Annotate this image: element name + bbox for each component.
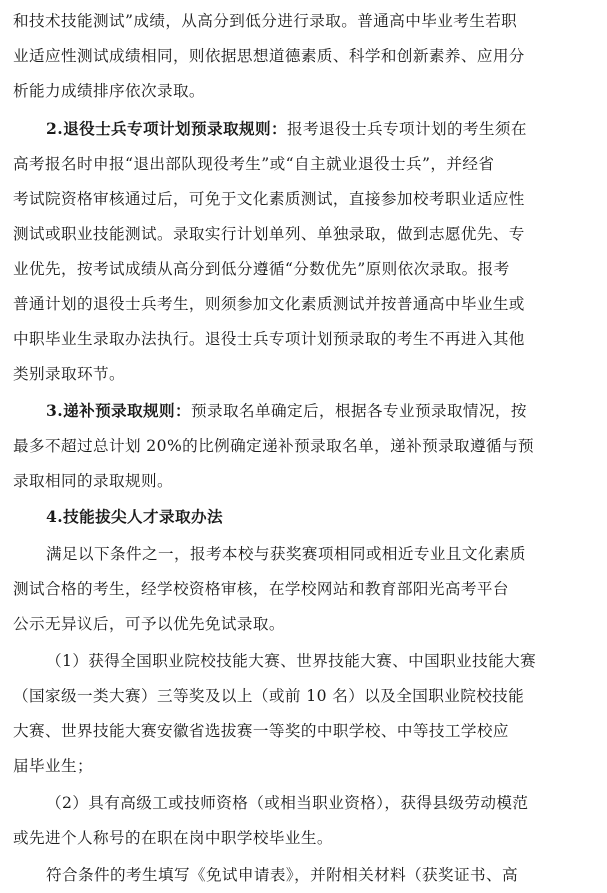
line-text: 高考报名时申报“退出部队现役考生”或“自主就业退役士兵”，并经省 (13, 155, 495, 173)
line-text: 符合条件的考生填写《免试申请表》，并附相关材料（获奖证书、高 (46, 866, 519, 884)
line-text: 或先进个人称号的在职在岗中职学校毕业生。 (13, 829, 333, 847)
line-text: 析能力成绩排序依次录取。 (13, 82, 205, 100)
paragraph-line-10 (13, 324, 607, 354)
paragraph-line-13 (13, 431, 607, 461)
paragraph-line-16 (46, 539, 607, 569)
paragraph-line-17 (13, 574, 607, 604)
line-text: 预录取名单确定后，根据各专业预录取情况，按 (191, 402, 527, 420)
line-text: 录取相同的录取规则。 (13, 472, 173, 490)
paragraph-line-25 (46, 860, 607, 890)
paragraph-line-7 (13, 219, 607, 249)
paragraph-line-22 (13, 751, 607, 781)
paragraph-line-3 (13, 76, 607, 106)
section-title: 3.递补预录取规则： (46, 401, 192, 420)
line-text: 中职毕业生录取办法执行。退役士兵专项计划预录取的考生不再进入其他 (13, 330, 525, 348)
line-text: 和技术技能测试”成绩，从高分到低分进行录取。普通高中毕业考生若职 (13, 12, 518, 30)
section-title: 2.退役士兵专项计划预录取规则： (46, 119, 287, 138)
paragraph-line-14 (13, 466, 607, 496)
line-text: 届毕业生； (13, 757, 93, 775)
paragraph-line-18 (13, 609, 607, 639)
line-text: 公示无异议后，可予以优先免试录取。 (13, 615, 285, 633)
line-text: 考试院资格审核通过后，可免于文化素质测试，直接参加校考职业适应性 (13, 190, 525, 208)
paragraph-line-1 (13, 6, 607, 36)
section-heading-2 (46, 114, 607, 144)
section-heading-3 (46, 396, 607, 426)
section-heading-4 (46, 502, 607, 532)
line-text: 满足以下条件之一，报考本校与获奖赛项相同或相近专业且文化素质 (46, 545, 526, 563)
paragraph-line-2 (13, 41, 607, 71)
paragraph-line-20 (13, 681, 607, 711)
paragraph-line-8 (13, 254, 607, 284)
paragraph-line-21 (13, 716, 607, 746)
paragraph-line-11 (13, 359, 607, 389)
line-text: （国家级一类大赛）三等奖及以上（或前 10 名）以及全国职业院校技能 (13, 687, 525, 705)
paragraph-line-5 (13, 149, 607, 179)
paragraph-line-19 (46, 646, 607, 676)
line-text: 测试合格的考生，经学校资格审核，在学校网站和教育部阳光高考平台 (13, 580, 509, 598)
line-text: 业优先，按考试成绩从高分到低分遵循“分数优先”原则依次录取。报考 (13, 260, 510, 278)
paragraph-line-24 (13, 823, 607, 853)
line-text: 类别录取环节。 (13, 365, 125, 383)
paragraph-line-23 (46, 788, 607, 818)
line-text: 报考退役士兵专项计划的考生须在 (287, 120, 527, 138)
line-text: 业适应性测试成绩相同，则依据思想道德素质、科学和创新素养、应用分 (13, 47, 525, 65)
line-text: 普通计划的退役士兵考生，则须参加文化素质测试并按普通高中毕业生或 (13, 295, 525, 313)
section-title: 4.技能拔尖人才录取办法 (46, 507, 224, 526)
paragraph-line-9 (13, 289, 607, 319)
line-text: 大赛、世界技能大赛安徽省选拔赛一等奖的中职学校、中等技工学校应 (13, 722, 509, 740)
line-text: 最多不超过总计划 20%的比例确定递补预录取名单，递补预录取遵循与预 (13, 437, 535, 455)
paragraph-line-6 (13, 184, 607, 214)
line-text: （1）获得全国职业院校技能大赛、世界技能大赛、中国职业技能大赛 (46, 652, 537, 670)
line-text: （2）具有高级工或技师资格（或相当职业资格），获得县级劳动模范 (46, 794, 529, 812)
line-text: 测试或职业技能测试。录取实行计划单列、单独录取，做到志愿优先、专 (13, 225, 525, 243)
